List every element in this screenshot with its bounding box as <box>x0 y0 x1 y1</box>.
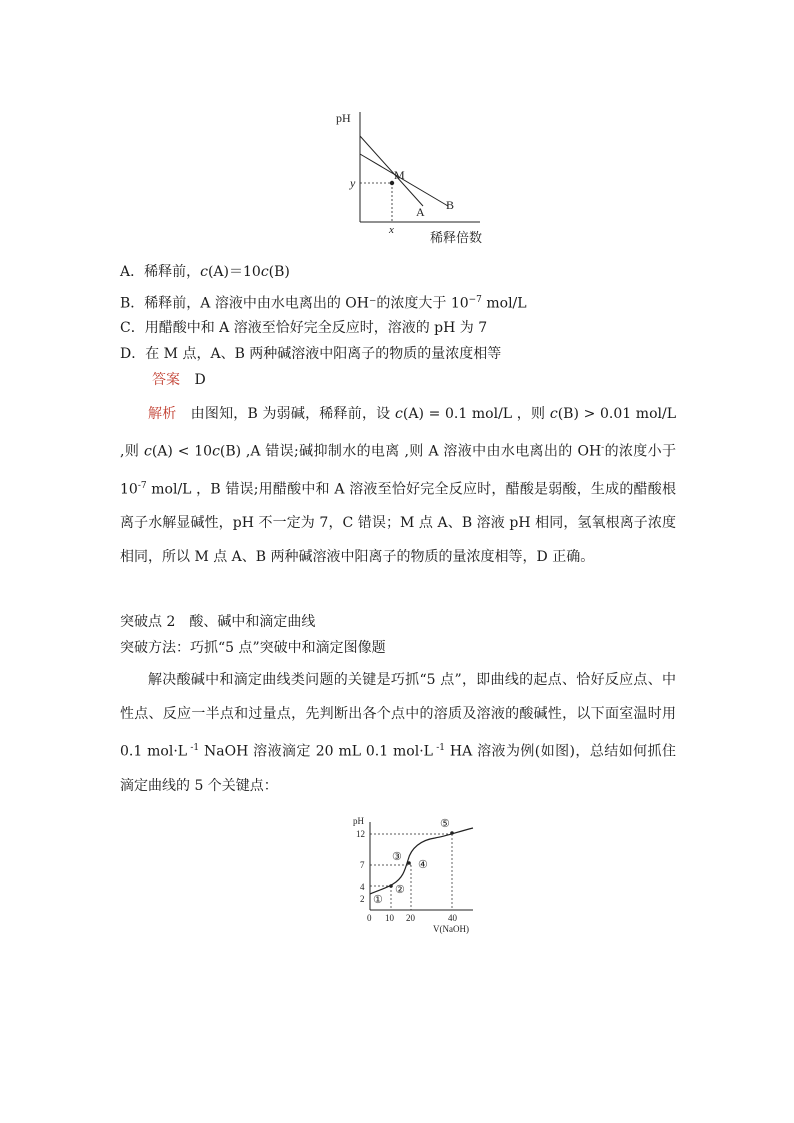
y-ticks <box>356 829 365 904</box>
titration-paragraph: 解决酸碱中和滴定曲线类问题的关键是巧抓“5 点”，即曲线的起点、恰好反应点、中性点、反应一半点和过量点，先判断出各个点中的溶质及溶液的酸碱性，以下面室温时用 0.1 mol·L $^{-1}$ NaOH 溶液滴定 20 mL 0.1 mol·L $^{-1}$ HA 溶液为例(如图)，总结如何抓住滴定曲线的 5 个关键点： <box>120 672 676 794</box>
option-b: B．稀释前，A 溶液中由水电离出的 OH⁻的浓度大于 $10^{-7}$ mol/L <box>120 295 527 312</box>
x-ticks <box>367 913 458 923</box>
option-a: A．稀释前，c(A)＝10c(B) <box>120 264 290 280</box>
x-tick: 0 <box>367 913 372 923</box>
answer-line <box>152 370 206 390</box>
analysis-label: 解析 <box>148 406 177 422</box>
answer-value: D <box>194 372 206 388</box>
point-2 <box>389 884 393 888</box>
line-a <box>360 136 423 206</box>
y-tick: 2 <box>360 894 365 904</box>
y-tick: 7 <box>360 860 365 870</box>
dilution-ph-figure <box>330 100 510 250</box>
y-axis-label: pH <box>353 816 364 826</box>
section-heading: 突破点 2 酸、碱中和滴定曲线 <box>120 614 316 630</box>
y-tick: 12 <box>356 829 365 839</box>
marker-4: ④ <box>418 859 428 871</box>
y-axis-label: pH <box>336 111 351 125</box>
analysis-paragraph: 解析 由图知，B 为弱碱，稀释前，设 c(A) = 0.1 mol/L ，则 c(B) > 0.01 mol/L ,则 c(A) < 10c(B) ,A 错误;碱抑制水的电离 ,则 A 溶液中由水电离出的 OH-的浓度小于 $10^{-7}$ mol/L ，B 错误;用醋酸中和 A 溶液至恰好完全反应时，醋酸是弱酸，生成的醋酸根离子水解显碱性，pH 不一定为 7，C 错误；M 点 A、B 溶液 pH 相同，氢氧根离子浓度相同，所以 M 点 A、B 两种碱溶液中阳离子的物质的量浓度相等，D 正确。 <box>120 406 677 566</box>
x-tick: 40 <box>448 913 457 923</box>
y-tick: 4 <box>360 882 365 892</box>
label-y: y <box>350 176 356 190</box>
marker-5: ⑤ <box>440 818 450 830</box>
answer-label: 答案 <box>152 372 180 388</box>
label-b: B <box>446 198 455 212</box>
point-5 <box>450 831 454 835</box>
marker-3: ③ <box>392 851 402 863</box>
x-axis-label: 稀释倍数 <box>430 230 483 245</box>
point-3 <box>407 861 411 865</box>
label-m: M <box>394 168 405 182</box>
section-method: 突破方法：巧抓“5 点”突破中和滴定图像题 <box>120 640 386 656</box>
label-a: A <box>416 205 425 219</box>
x-tick: 20 <box>406 913 415 923</box>
option-c: C．用醋酸中和 A 溶液至恰好完全反应时，溶液的 pH 为 7 <box>120 320 488 336</box>
marker-1: ① <box>373 894 383 906</box>
option-d: D．在 M 点，A、B 两种碱溶液中阳离子的物质的量浓度相等 <box>120 346 502 362</box>
x-axis-label: V(NaOH) <box>433 924 469 934</box>
x-tick: 10 <box>385 913 394 923</box>
titration-curve-figure <box>345 810 480 938</box>
marker-2: ② <box>395 884 405 896</box>
label-x: x <box>389 224 394 236</box>
